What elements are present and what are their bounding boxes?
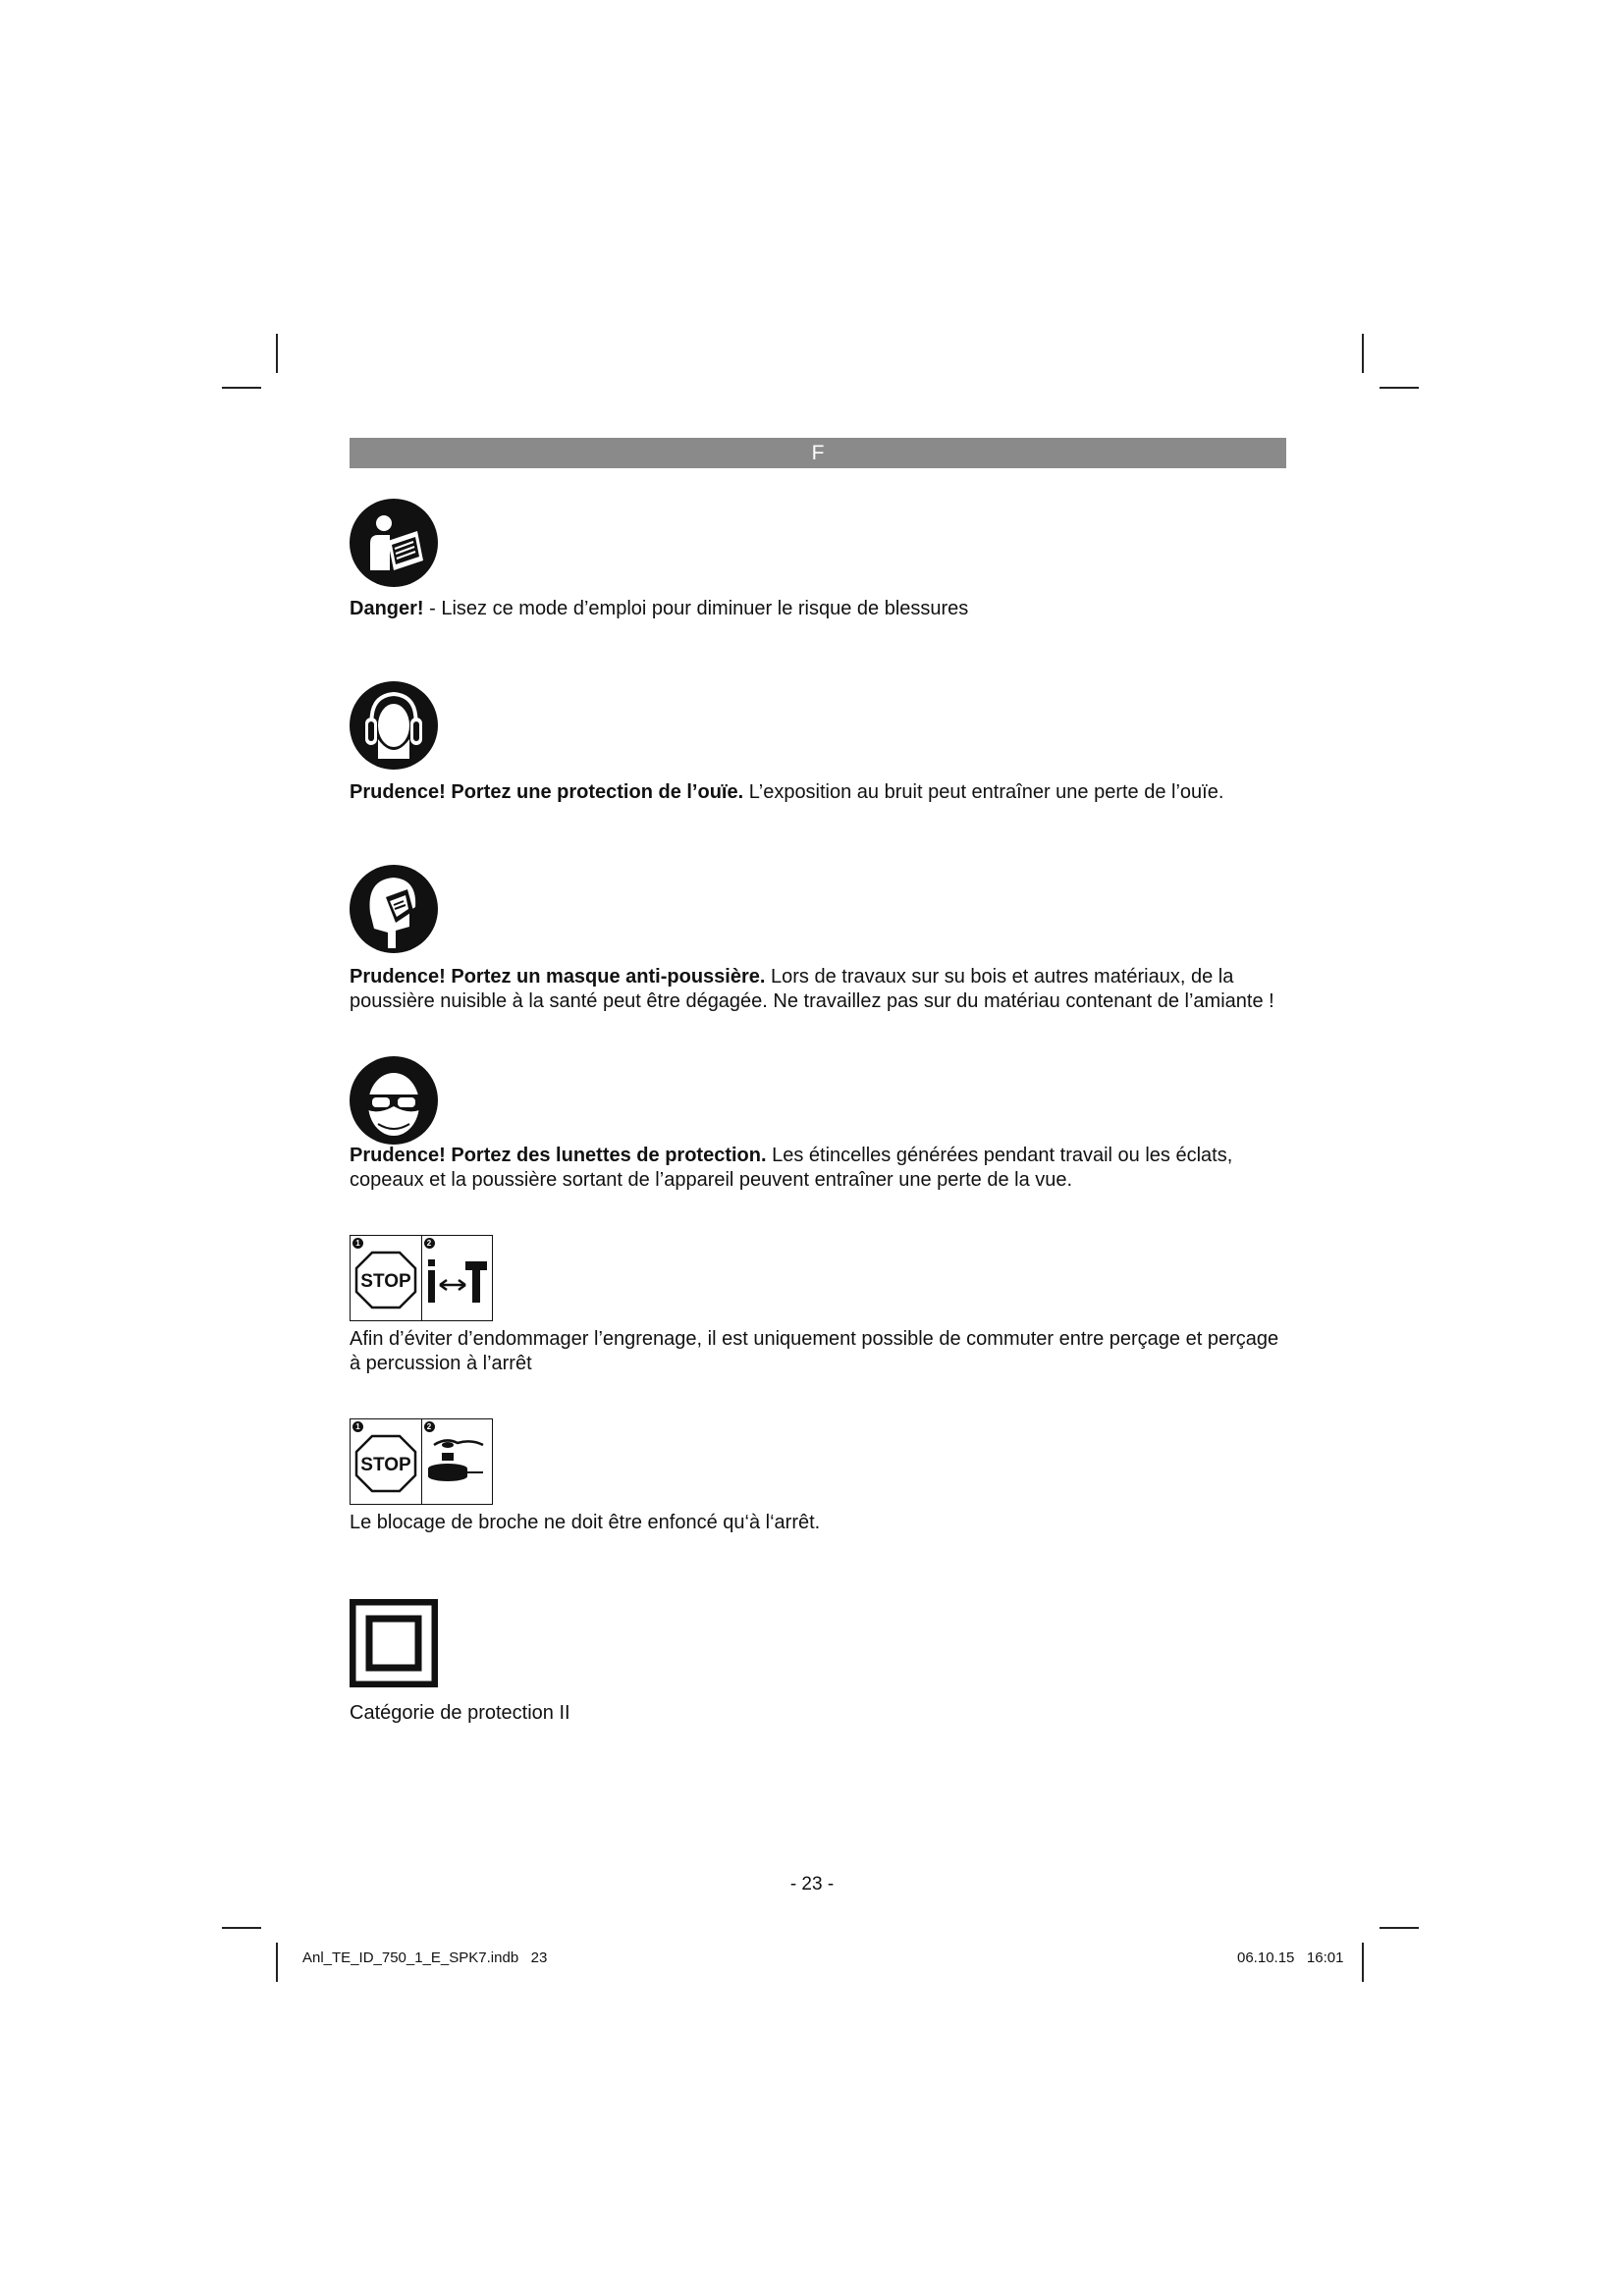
section-lead: Prudence! Portez des lunettes de protection. xyxy=(350,1145,767,1166)
footer-date: 06.10.15 16:01 xyxy=(1237,1949,1344,1966)
spindle-lock-icon xyxy=(422,1419,491,1504)
section-lead: Prudence! Portez un masque anti-poussière. xyxy=(350,966,766,988)
section-body: L’exposition au bruit peut entraîner une perte de l’ouïe. xyxy=(743,781,1224,803)
section-text xyxy=(350,1144,1286,1193)
notice-text: Afin d’éviter d’endommager l’engrenage, il est uniquement possible de commuter entre perçage et perçage à percussion à l’arrêt xyxy=(350,1328,1279,1374)
section-text xyxy=(350,965,1286,1014)
crop-mark xyxy=(222,387,261,389)
section-text xyxy=(350,597,1286,621)
crop-mark xyxy=(276,334,278,373)
section-body: Lors de travaux sur su bois et autres matériaux, de la poussière nuisible à la santé peut être dégagée. Ne travaillez pas sur du matériau contenant de l’amiante ! xyxy=(350,966,1274,1012)
stop-sign-icon xyxy=(352,1236,420,1320)
step-number: 1 xyxy=(352,1238,363,1249)
section-text xyxy=(350,780,1286,805)
crop-mark xyxy=(1362,1943,1364,1982)
dust-mask-icon xyxy=(349,864,439,954)
protection-class-ii-icon xyxy=(350,1599,438,1687)
read-manual-icon xyxy=(349,498,439,588)
footer-file: Anl_TE_ID_750_1_E_SPK7.indb 23 xyxy=(302,1949,548,1966)
stop-cell xyxy=(351,1419,421,1504)
section-body: - Lisez ce mode d’emploi pour diminuer le risque de blessures xyxy=(423,598,969,619)
page-number: - 23 - xyxy=(789,1874,835,1895)
notice-text: Le blocage de broche ne doit être enfoncé qu‘à l‘arrêt. xyxy=(350,1512,821,1533)
notice-pictogram xyxy=(350,1418,493,1505)
crop-mark xyxy=(1362,334,1364,373)
stop-sign-icon xyxy=(352,1419,420,1504)
crop-mark xyxy=(1380,1927,1419,1929)
crop-mark xyxy=(222,1927,261,1929)
crop-mark xyxy=(1380,387,1419,389)
action-cell xyxy=(421,1236,493,1320)
stop-cell xyxy=(351,1236,421,1320)
section-lead: Danger! xyxy=(350,598,424,619)
safety-goggles-icon xyxy=(349,1055,439,1146)
step-number: 1 xyxy=(352,1421,363,1432)
protection-class-text: Catégorie de protection II xyxy=(350,1702,570,1724)
step-number: 2 xyxy=(424,1421,435,1432)
section-body: Les étincelles générées pendant travail ou les éclats, copeaux et la poussière sortant de l’appareil peuvent entraîner une perte de la vue. xyxy=(350,1145,1233,1191)
ear-protection-icon xyxy=(349,680,439,771)
svg-text:STOP: STOP xyxy=(360,1271,411,1292)
section-lead: Prudence! Portez une protection de l’ouïe. xyxy=(350,781,744,803)
action-cell xyxy=(421,1419,493,1504)
step-number: 2 xyxy=(424,1238,435,1249)
drill-hammer-switch-icon xyxy=(422,1236,491,1320)
notice-pictogram xyxy=(350,1235,493,1321)
svg-text:STOP: STOP xyxy=(360,1455,411,1475)
language-tag: F xyxy=(811,442,825,464)
crop-mark xyxy=(276,1943,278,1982)
language-header-bar xyxy=(350,438,1286,468)
